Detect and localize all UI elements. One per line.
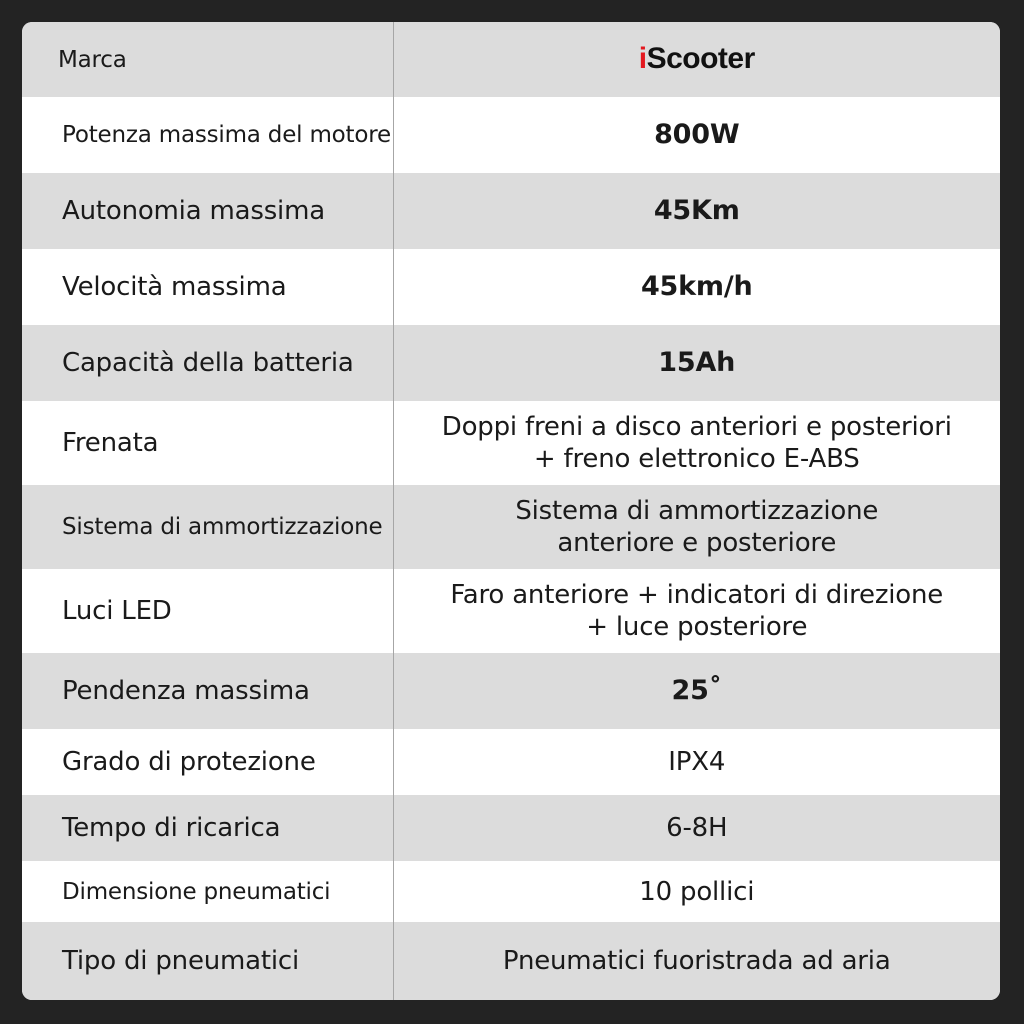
spec-label: Pendenza massima (22, 653, 393, 729)
spec-value (393, 861, 1000, 922)
spec-value-line: 45km/h (640, 271, 753, 302)
spec-value-line: 800W (654, 119, 740, 150)
spec-label: Velocità massima (22, 249, 393, 325)
table-row (22, 729, 1000, 795)
table-row (22, 249, 1000, 325)
spec-label: Capacità della batteria (22, 325, 393, 401)
table-row (22, 325, 1000, 401)
table-row (22, 569, 1000, 653)
spec-value-line: + freno elettronico E-ABS (533, 444, 860, 474)
spec-value (393, 729, 1000, 795)
table-row-brand (22, 22, 1000, 97)
spec-value (393, 97, 1000, 173)
spec-label: Dimensione pneumatici (22, 861, 393, 922)
spec-value (393, 795, 1000, 861)
spec-value-line: anteriore e posteriore (557, 528, 837, 558)
spec-label: Frenata (22, 401, 393, 485)
spec-label: Sistema di ammortizzazione (22, 485, 393, 569)
spec-table (22, 22, 1000, 1000)
spec-label: Tipo di pneumatici (22, 922, 393, 1000)
spec-value-line: 15Ah (658, 347, 736, 378)
brand-logo (639, 43, 755, 75)
table-row (22, 485, 1000, 569)
brand-logo-name: Scooter (646, 42, 755, 75)
brand-logo-prefix: i (638, 42, 647, 75)
spec-value (393, 485, 1000, 569)
spec-value-line: IPX4 (668, 747, 726, 777)
spec-value (393, 173, 1000, 249)
table-row (22, 922, 1000, 1000)
spec-value (393, 569, 1000, 653)
table-row (22, 173, 1000, 249)
spec-label: Luci LED (22, 569, 393, 653)
spec-value-line: 10 pollici (639, 876, 755, 907)
spec-card (22, 22, 1000, 1000)
spec-value (393, 922, 1000, 1000)
spec-label: Tempo di ricarica (22, 795, 393, 861)
spec-value-line: + luce posteriore (586, 612, 808, 642)
spec-value-line: Sistema di ammortizzazione (515, 496, 879, 526)
spec-value-line: Pneumatici fuoristrada ad aria (502, 946, 891, 976)
spec-label: Potenza massima del motore (22, 97, 393, 173)
spec-value-line: 6-8H (666, 813, 728, 843)
spec-value-line: 25˚ (671, 675, 722, 706)
spec-value-line: 45Km (653, 195, 740, 226)
spec-label: Grado di protezione (22, 729, 393, 795)
brand-label: Marca (22, 22, 393, 97)
table-row (22, 653, 1000, 729)
brand-cell (393, 22, 1000, 97)
spec-value (393, 249, 1000, 325)
spec-value (393, 325, 1000, 401)
spec-value (393, 401, 1000, 485)
spec-value-line: Faro anteriore + indicatori di direzione (450, 580, 944, 610)
table-row (22, 401, 1000, 485)
table-row (22, 795, 1000, 861)
spec-label: Autonomia massima (22, 173, 393, 249)
table-row (22, 97, 1000, 173)
spec-value (393, 653, 1000, 729)
spec-value-line: Doppi freni a disco anteriori e posteriori (441, 412, 952, 442)
table-row (22, 861, 1000, 922)
